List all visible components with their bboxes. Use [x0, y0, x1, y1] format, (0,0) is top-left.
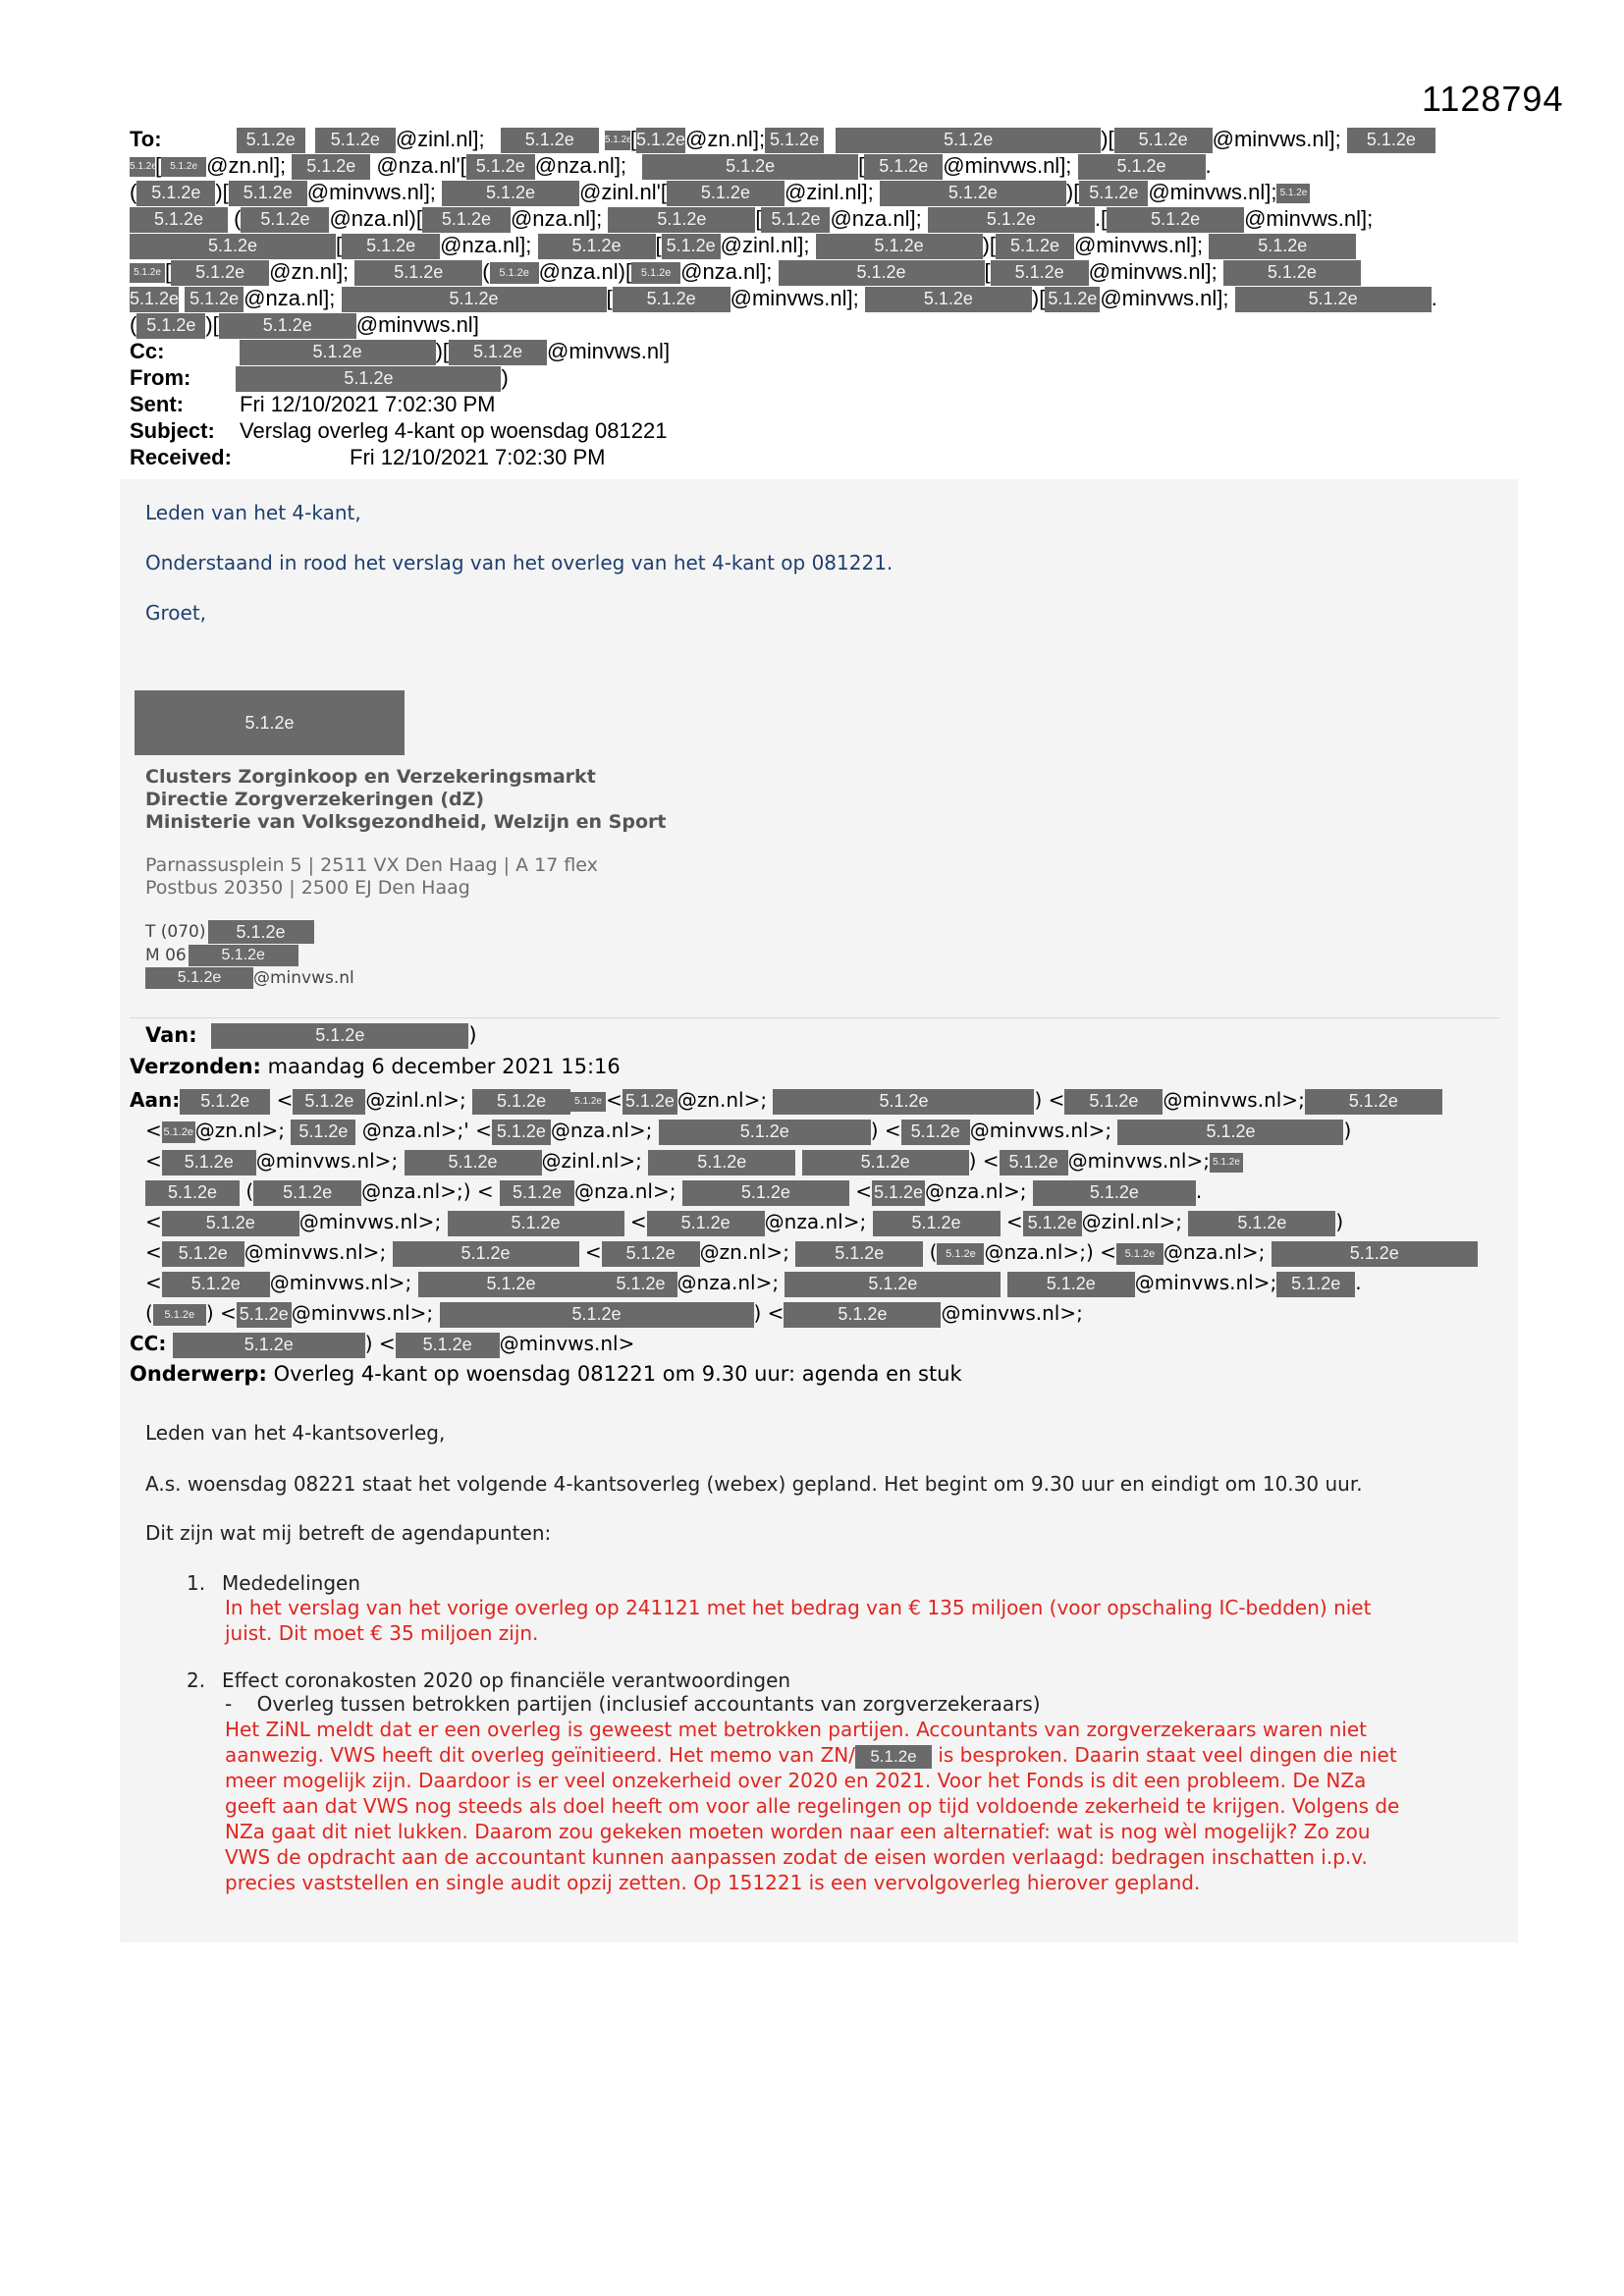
redaction: 5.1.2e [873, 1211, 1001, 1236]
signature-phone-m: M 06 5.1.2e [145, 945, 298, 966]
redaction: 5.1.2e [773, 1089, 1034, 1115]
domain-zn: @zn.nl>; [677, 1088, 768, 1112]
redaction: 5.1.2e [354, 260, 482, 286]
redaction: 5.1.2e [490, 262, 539, 284]
redaction: 5.1.2e [1033, 1180, 1196, 1206]
redaction: 5.1.2e [1223, 260, 1361, 286]
redaction: 5.1.2e [342, 287, 607, 312]
subject-label: Subject: [130, 418, 215, 443]
redaction: 5.1.2e [816, 234, 983, 259]
redaction: 5.1.2e [422, 207, 511, 233]
document-number: 1128794 [1422, 79, 1564, 119]
domain-zn: @zn.nl>; [194, 1119, 286, 1142]
domain-zinl: @zinl.nl [784, 180, 862, 204]
agenda-note: VWS de opdracht aan de accountant kunnen aanpassen zodat de eisen worden verlaagd: bedragen inschatten i.p.v. [225, 1845, 1368, 1869]
redaction: 5.1.2e [293, 1089, 365, 1115]
redaction: 5.1.2e [472, 1089, 570, 1115]
signature-line2: Directie Zorgverzekeringen (dZ) [145, 789, 485, 810]
domain-minvws: @minvws.nl [730, 286, 847, 310]
redaction: 5.1.2e [864, 154, 943, 180]
redaction: 5.1.2e [405, 1150, 542, 1175]
redaction: 5.1.2e [173, 1333, 365, 1358]
to-line: To: 5.1.2e 5.1.2e @zinl.nl]; 5.1.2e 5.1.2e[5.1.2e@zn.nl]; 5.1.2e 5.1.2e )[ 5.1.2e @minvws.nl]; 5.1.2e [130, 126, 1504, 152]
signature-phone-t: T (070) 5.1.2e [145, 920, 314, 944]
subject-line [130, 417, 1504, 444]
redaction: 5.1.2e [130, 234, 336, 259]
redaction: 5.1.2e [449, 340, 547, 365]
redaction: 5.1.2e [342, 234, 440, 259]
redaction: 5.1.2e [1272, 1241, 1478, 1267]
domain-minvws: @minvws.nl [943, 153, 1060, 178]
cc-line: Cc: 5.1.2e )[ 5.1.2e @minvws.nl] [130, 338, 1504, 364]
redaction: 5.1.2e [237, 1302, 292, 1328]
redaction: 5.1.2e [237, 128, 305, 153]
signature-address2: Postbus 20350 | 2500 EJ Den Haag [145, 877, 470, 899]
signature-line1: Clusters Zorginkoop en Verzekeringsmarkt [145, 766, 596, 788]
redaction: 5.1.2e [1276, 1272, 1355, 1297]
redaction: 5.1.2e [130, 207, 228, 233]
redaction: 5.1.2e [761, 207, 830, 233]
redaction: 5.1.2e [1079, 181, 1148, 206]
redaction: 5.1.2e [240, 340, 436, 365]
agenda-subitem: - Overleg tussen betrokken partijen (inclusief accountants van zorgverzekeraars) [225, 1692, 1041, 1716]
redaction: 5.1.2e [291, 1120, 355, 1145]
domain-minvws: @minvws.nl>; [291, 1301, 434, 1325]
redaction: 5.1.2e [440, 1302, 754, 1328]
redaction: 5.1.2e [784, 1302, 941, 1328]
redaction: 5.1.2e [1235, 287, 1432, 312]
cc-label-forwarded: CC: [130, 1332, 167, 1355]
verzonden-value: maandag 6 december 2021 15:16 [267, 1055, 621, 1078]
domain-nza: @nza.nl>; [361, 1119, 464, 1142]
redaction: 5.1.2e [171, 260, 269, 286]
redaction: 5.1.2e [1064, 1089, 1163, 1115]
redaction: 5.1.2e [631, 262, 680, 284]
redaction: 5.1.2e [211, 1023, 468, 1049]
redaction: 5.1.2e [1305, 1089, 1442, 1115]
domain-minvws: @minvws.nl [1100, 286, 1218, 310]
message-closing: Groet, [145, 601, 207, 625]
agenda-item-title: Mededelingen [222, 1571, 361, 1595]
redaction: 5.1.2e [162, 1272, 270, 1297]
redaction: 5.1.2e [253, 1180, 361, 1206]
redaction: 5.1.2e [501, 128, 599, 153]
domain-minvws: @minvws.nl>; [1067, 1149, 1210, 1173]
redaction: 5.1.2e [1210, 1153, 1243, 1173]
agenda-note: juist. Dit moet € 35 miljoen zijn. [225, 1621, 539, 1645]
verzonden-line [130, 1055, 621, 1078]
redaction: 5.1.2e [667, 181, 785, 206]
redaction: 5.1.2e [682, 1180, 849, 1206]
redaction: 5.1.2e [500, 1180, 574, 1206]
redaction: 5.1.2e [130, 287, 179, 312]
domain-nza: @nza.nl>; [677, 1271, 780, 1294]
onderwerp-value: Overleg 4-kant op woensdag 081221 om 9.30 uur: agenda en stuk [273, 1362, 962, 1386]
agenda-item-number: 2. [187, 1668, 206, 1692]
domain-minvws: @minvws.nl>; [941, 1301, 1083, 1325]
domain-minvws: @minvws.nl [499, 1332, 619, 1355]
domain-minvws: @minvws.nl>; [969, 1119, 1112, 1142]
redaction: 5.1.2e [865, 287, 1032, 312]
email-recipients-block: To: 5.1.2e 5.1.2e @zinl.nl]; 5.1.2e 5.1.2e[5.1.2e@zn.nl]; 5.1.2e 5.1.2e )[ 5.1.2e @minvws.nl]; 5.1.2e 5.1.2e[ 5.1.2e @zn.nl]; 5.1.2e @nza.nl'[ 5.1.2e @nza.nl]; 5.1.2e [ 5.1.2e @minvws.nl]; 5.1.2e . ( 5.1.2e )[ 5.1.2e @minvws.nl]; 5.1.2e @zinl.nl'[ 5.1.2e @zinl.nl]; 5.1.2e )[ 5.1.2e @minvws.nl]; 5.1.2e 5.1.2e ( 5.1.2e @nza.nl)[ 5.1.2e @nza.nl]; 5.1.2e [ 5.1.2e @nza.nl]; 5.1.2e .[ 5.1.2e @minvws.nl]; 5.1.2e [ 5.1.2e @nza.nl]; 5.1.2e [ 5.1.2e @zinl.nl]; 5.1.2e )[ 5.1.2e @minvws.nl]; 5.1.2e 5.1.2e [ 5.1.2e @zn.nl]; 5.1.2e ( 5.1.2e @nza.nl)[ 5.1.2e @nza.nl]; 5.1.2e [ 5.1.2e @minvws.nl]; 5.1.2e 5.1.2e 5.1.2e @nza.nl]; 5.1.2e [ 5.1.2e @minvws.nl]; 5.1.2e )[ 5.1.2e @minvws.nl]; 5.1.2e . ( 5.1.2e )[ 5.1.2e @minvws.nl] Cc: 5.1.2e )[ 5.1.2e @minvws.nl] From: 5.1.2e ) Sent: Fri 12/10/2021 7:02:30 PM Subject: Verslag overleg 4-kant op woensdag 081221 Received: Fri 12/10/2021 7:02:30 PM [130, 126, 1504, 470]
redaction: 5.1.2e [613, 287, 731, 312]
redaction: 5.1.2e [1000, 1150, 1068, 1175]
redaction: 5.1.2e [136, 181, 215, 206]
redaction: 5.1.2e [130, 157, 155, 177]
domain-nza: @nza.nl [440, 233, 520, 257]
redaction: 5.1.2e [1045, 287, 1100, 312]
agenda-lead: Dit zijn wat mij betreft de agendapunten: [145, 1521, 552, 1545]
redaction: 5.1.2e [180, 1089, 270, 1115]
cc-line-forwarded: CC: 5.1.2e ) < 5.1.2e @minvws.nl> [130, 1329, 1504, 1359]
redaction: 5.1.2e [162, 1241, 244, 1267]
domain-minvws: @minvws.nl [1148, 180, 1266, 204]
domain-zinl: @zinl.nl [579, 180, 657, 204]
redaction: 5.1.2e [1117, 1120, 1343, 1145]
redaction: 5.1.2e [229, 181, 307, 206]
domain-nza: @nza.nl [510, 206, 590, 231]
redaction: 5.1.2e [855, 1745, 932, 1769]
domain-nza: @nza.nl [329, 206, 409, 231]
redaction: 5.1.2e [570, 1092, 606, 1112]
redaction: 5.1.2e [605, 1272, 677, 1297]
redaction: 5.1.2e [136, 313, 205, 339]
verzonden-label: Verzonden: [130, 1055, 261, 1078]
domain-zn: @zn.nl [685, 127, 753, 151]
domain-zn: @zn.nl [269, 259, 337, 284]
redaction: 5.1.2e [1007, 1272, 1135, 1297]
redaction: 5.1.2e [292, 154, 370, 180]
redaction: 5.1.2e [648, 1150, 795, 1175]
subject-value: Verslag overleg 4-kant op woensdag 081221 [240, 418, 668, 443]
domain-minvws: @minvws.nl [1074, 233, 1191, 257]
domain-nza: @nza.nl>; [924, 1179, 1027, 1203]
redaction: 5.1.2e [795, 1241, 923, 1267]
redaction: 5.1.2e [623, 1089, 677, 1115]
redaction: 5.1.2e [396, 1333, 500, 1358]
domain-zinl: @zinl.nl>; [1081, 1210, 1183, 1233]
received-label: Received: [130, 445, 232, 469]
redaction: 5.1.2e [836, 128, 1101, 153]
redaction: 5.1.2e [642, 154, 858, 180]
redaction: 5.1.2e [315, 128, 396, 153]
received-value: Fri 12/10/2021 7:02:30 PM [350, 445, 606, 469]
to-label: To: [130, 127, 162, 151]
from-label: From: [130, 365, 191, 390]
domain-zinl: @zinl.nl [720, 233, 798, 257]
redaction: 5.1.2e [442, 181, 579, 206]
signature-email: 5.1.2e @minvws.nl [145, 967, 354, 989]
redaction: 5.1.2e [538, 234, 656, 259]
redaction: 5.1.2e [162, 1150, 256, 1175]
sent-label: Sent: [130, 392, 184, 416]
domain-minvws: @minvws.nl>; [269, 1271, 412, 1294]
onderwerp-line [130, 1362, 962, 1386]
redaction: 5.1.2e [418, 1272, 605, 1297]
domain-nza: @nza.nl [538, 259, 619, 284]
redaction: 5.1.2e [1116, 1243, 1164, 1265]
domain-zinl: @zinl.nl>; [365, 1088, 466, 1112]
domain-zn: @zn.nl [206, 153, 274, 178]
signature-line3: Ministerie van Volksgezondheid, Welzijn en Sport [145, 811, 667, 833]
domain-minvws: @minvws.nl [1088, 259, 1206, 284]
redaction: 5.1.2e [145, 967, 253, 989]
domain-zn: @zn.nl>; [699, 1240, 789, 1264]
agenda-note: meer mogelijk zijn. Daardoor is er veel onzekerheid over 2020 en 2021. Voor het Fonds is dit een probleem. De NZa [225, 1769, 1367, 1792]
message-intro: Onderstaand in rood het verslag van het overleg van het 4-kant op 081221. [145, 551, 893, 574]
redaction: 5.1.2e [1023, 1211, 1082, 1236]
redaction: 5.1.2e [991, 260, 1089, 286]
domain-minvws: @minvws.nl>; [1134, 1271, 1277, 1294]
redaction: 5.1.2e [492, 1120, 551, 1145]
redaction: 5.1.2e [662, 234, 721, 259]
domain-minvws: @minvws.nl [1244, 206, 1361, 231]
redaction: 5.1.2e [901, 1120, 970, 1145]
signature-address1: Parnassusplein 5 | 2511 VX Den Haag | A 17 flex [145, 854, 598, 876]
domain-nza: @nza.nl [244, 286, 324, 310]
agenda-note: geeft aan dat VWS nog steeds als doel heeft om voor alle regelingen op tijd voldoende zekerheid te krijgen. Volgens de [225, 1794, 1400, 1818]
agenda-note: aanwezig. VWS heeft dit overleg geïnitieerd. Het memo van ZN/ 5.1.2e is besproken. Daarin staat veel dingen die niet [225, 1743, 1397, 1767]
redaction: 5.1.2e [162, 1121, 195, 1143]
redaction: 5.1.2e [928, 207, 1095, 233]
domain-nza: @nza.nl [680, 259, 761, 284]
van-label: Van: [145, 1023, 197, 1047]
redaction: 5.1.2e [153, 1304, 206, 1326]
redaction: 5.1.2e [448, 1211, 624, 1236]
redaction: 5.1.2e [1114, 128, 1213, 153]
agenda-item-title: Effect coronakosten 2020 op financiële verantwoordingen [222, 1668, 791, 1692]
redaction: 5.1.2e [130, 263, 165, 283]
redaction: 5.1.2e [1078, 154, 1206, 180]
domain-nza: @nza.nl>; [764, 1210, 867, 1233]
redaction: 5.1.2e [636, 128, 685, 153]
aan-recipients-block: Aan: 5.1.2e < 5.1.2e @zinl.nl>; 5.1.2e 5.1.2e < 5.1.2e @zn.nl>; 5.1.2e ) < 5.1.2e @minvws.nl>; 5.1.2e < 5.1.2e@zn.nl>; 5.1.2e @nza.nl>;' < 5.1.2e @nza.nl>; 5.1.2e ) < 5.1.2e @minvws.nl>; 5.1.2e ) < 5.1.2e @minvws.nl>; 5.1.2e @zinl.nl>; 5.1.2e 5.1.2e ) < 5.1.2e @minvws.nl>; 5.1.2e 5.1.2e ( 5.1.2e @nza.nl>;) < 5.1.2e @nza.nl>; 5.1.2e < 5.1.2e@nza.nl>; 5.1.2e . < 5.1.2e @minvws.nl>; 5.1.2e < 5.1.2e @nza.nl>; 5.1.2e < 5.1.2e @zinl.nl>; 5.1.2e ) < 5.1.2e @minvws.nl>; 5.1.2e < 5.1.2e @zn.nl>; 5.1.2e ( 5.1.2e @nza.nl>;) < 5.1.2e @nza.nl>; 5.1.2e < 5.1.2e @minvws.nl>; 5.1.2e 5.1.2e @nza.nl>; 5.1.2e 5.1.2e @minvws.nl>; 5.1.2e . ( 5.1.2e ) < 5.1.2e @minvws.nl>; 5.1.2e ) < 5.1.2e @minvws.nl>; CC: 5.1.2e ) < 5.1.2e @minvws.nl> [130, 1085, 1504, 1359]
agenda-note: In het verslag van het vorige overleg op 241121 met het bedrag van € 135 miljoen (voor opschaling IC-bedden) niet [225, 1596, 1372, 1619]
agenda-greeting: Leden van het 4-kantsoverleg, [145, 1421, 446, 1445]
redaction: 5.1.2e [802, 1150, 969, 1175]
aan-label: Aan: [130, 1088, 181, 1112]
domain-zinl: @zinl.nl [395, 127, 473, 151]
signature-name-redaction: 5.1.2e [135, 690, 405, 755]
domain-nza: @nza.nl [376, 153, 457, 178]
redaction: 5.1.2e [241, 207, 329, 233]
domain-zinl: @zinl.nl>; [541, 1149, 642, 1173]
redaction: 5.1.2e [872, 1180, 925, 1206]
domain-nza: @nza.nl>; [361, 1179, 463, 1203]
domain-minvws: @minvws.nl [355, 312, 473, 337]
domain-nza: @nza.nl [534, 153, 615, 178]
domain-minvws: @minvws.nl>; [244, 1240, 387, 1264]
cc-label: Cc: [130, 339, 165, 363]
domain-minvws: @minvws.nl [306, 180, 424, 204]
redaction: 5.1.2e [466, 154, 535, 180]
redaction: 5.1.2e [602, 1241, 700, 1267]
divider [130, 1017, 1499, 1018]
redaction: 5.1.2e [1188, 1211, 1335, 1236]
domain-nza: @nza.nl>; [1163, 1240, 1266, 1264]
redaction: 5.1.2e [161, 157, 206, 177]
van-line: Van: 5.1.2e ) [145, 1023, 477, 1047]
redaction: 5.1.2e [605, 131, 630, 150]
agenda-note: precies vaststellen en single audit opzij zetten. Op 151221 is een vervolgoverleg hierover gepland. [225, 1871, 1201, 1894]
redaction: 5.1.2e [185, 287, 244, 312]
redaction: 5.1.2e [1347, 128, 1435, 153]
message-greeting: Leden van het 4-kant, [145, 501, 361, 524]
redaction: 5.1.2e [785, 1272, 1001, 1297]
redaction: 5.1.2e [779, 260, 985, 286]
agenda-note: Het ZiNL meldt dat er een overleg is geweest met betrokken partijen. Accountants van zorgverzekeraars waren niet [225, 1718, 1367, 1741]
redaction: 5.1.2e [162, 1211, 299, 1236]
redaction: 5.1.2e [145, 1180, 240, 1206]
onderwerp-label: Onderwerp: [130, 1362, 267, 1386]
agenda-intro: A.s. woensdag 08221 staat het volgende 4-kantsoverleg (webex) gepland. Het begint om 9.30 uur en eindigt om 10.30 uur. [145, 1472, 1363, 1496]
redaction: 5.1.2e [608, 207, 755, 233]
redaction: 5.1.2e [765, 128, 824, 153]
domain-nza: @nza.nl>; [573, 1179, 677, 1203]
agenda-note: NZa gaat dit niet lukken. Daarom zou gekeken moeten worden naar een alternatief: wat is nog wèl mogelijk? Zo zou [225, 1820, 1371, 1843]
redaction: 5.1.2e [659, 1120, 871, 1145]
sent-line [130, 391, 1504, 417]
redaction: 5.1.2e [1276, 184, 1310, 203]
sent-value: Fri 12/10/2021 7:02:30 PM [240, 392, 496, 416]
redaction: 5.1.2e [647, 1211, 765, 1236]
redaction: 5.1.2e [189, 945, 298, 966]
domain-minvws: @minvws.nl [1212, 127, 1329, 151]
from-line: From: 5.1.2e ) [130, 364, 1504, 391]
redaction: 5.1.2e [996, 234, 1074, 259]
redaction: 5.1.2e [1107, 207, 1244, 233]
redaction: 5.1.2e [1209, 234, 1356, 259]
domain-minvws: @minvws.nl>; [255, 1149, 399, 1173]
domain-nza: @nza.nl [830, 206, 910, 231]
domain-minvws: @minvws.nl>; [1163, 1088, 1305, 1112]
redaction: 5.1.2e [236, 366, 501, 392]
domain-nza: @nza.nl>; [984, 1240, 1086, 1264]
agenda-item-number: 1. [187, 1571, 206, 1595]
redaction: 5.1.2e [219, 313, 356, 339]
redaction: 5.1.2e [208, 920, 314, 944]
domain-nza: @nza.nl>; [550, 1119, 653, 1142]
domain-minvws: @minvws.nl>; [298, 1210, 442, 1233]
redaction: 5.1.2e [880, 181, 1066, 206]
redaction: 5.1.2e [937, 1243, 984, 1265]
received-line [130, 444, 1504, 470]
domain-minvws: @minvws.nl [547, 339, 664, 363]
redaction: 5.1.2e [393, 1241, 579, 1267]
